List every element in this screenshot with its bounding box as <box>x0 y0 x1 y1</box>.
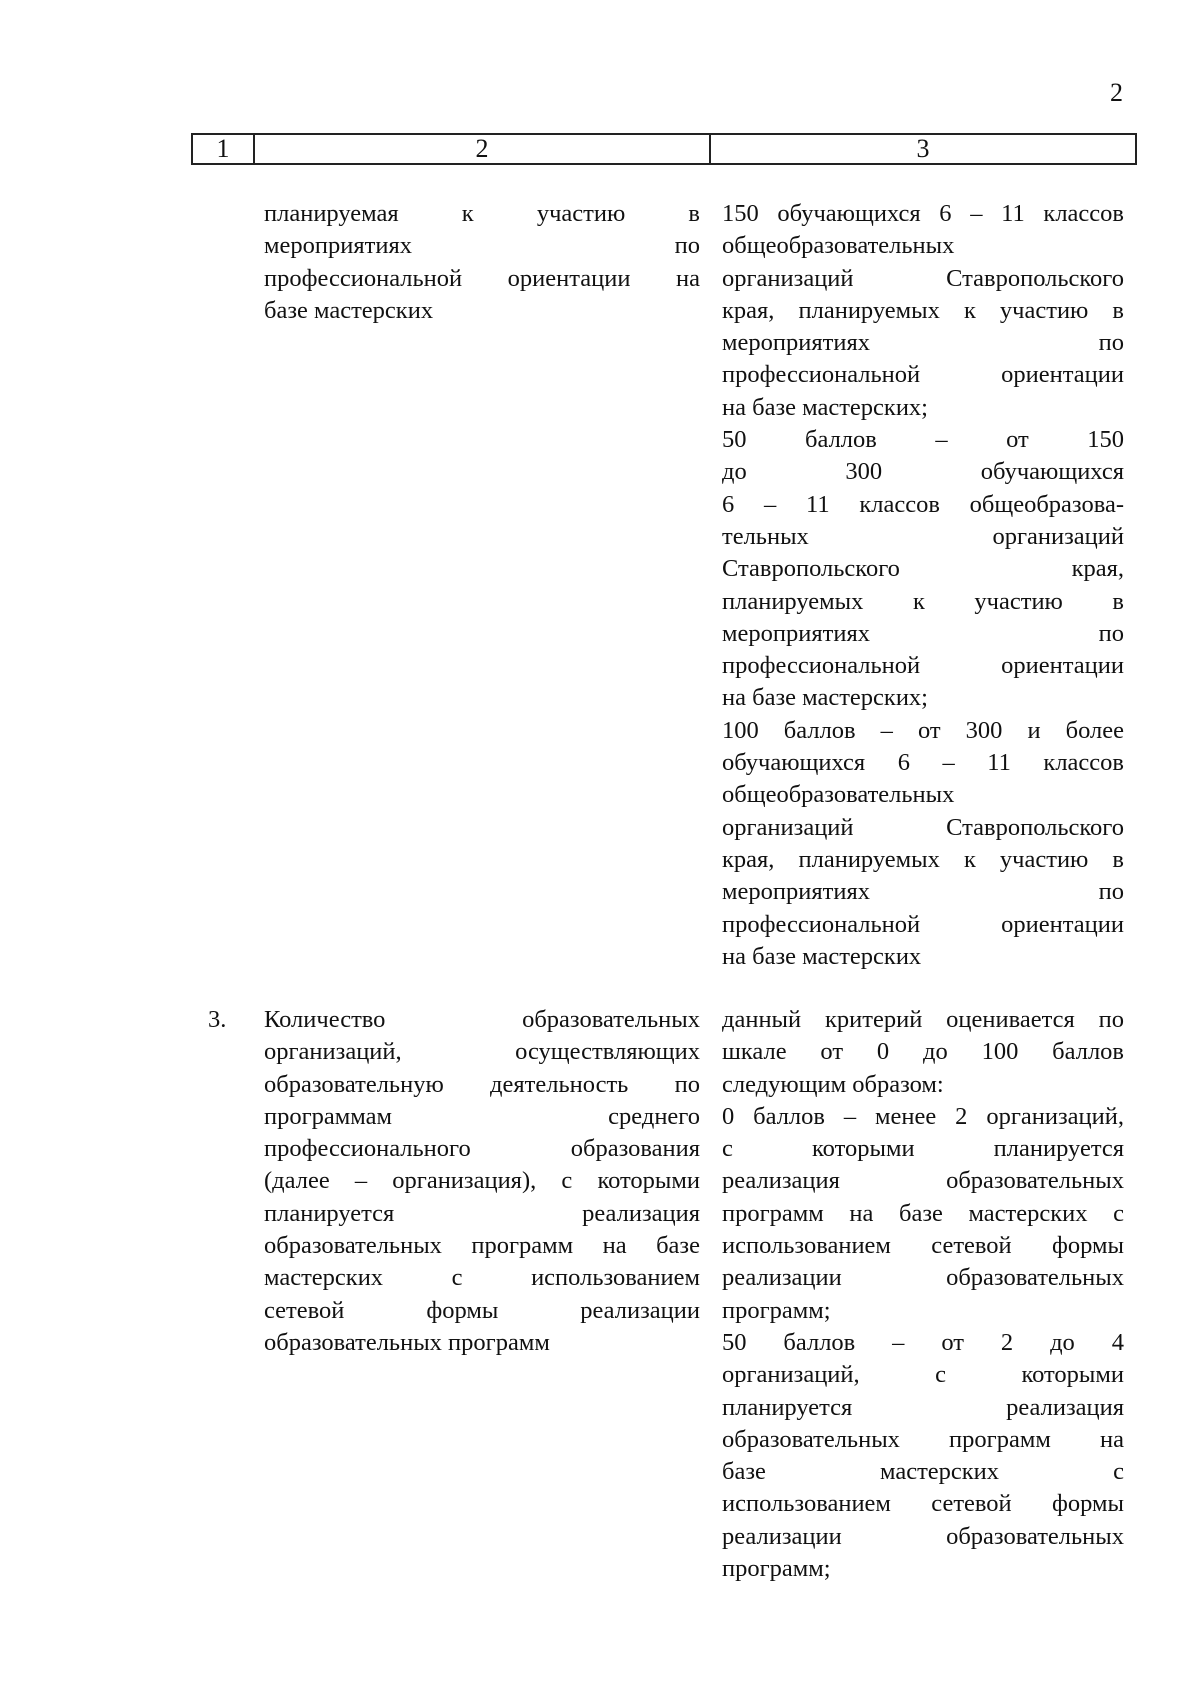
text-line: программам среднего <box>264 1102 700 1130</box>
header-cell-2: 2 <box>255 135 711 163</box>
text-line: программ на базе мастерских с <box>722 1199 1124 1227</box>
text-line: данный критерий оценивается по <box>722 1006 1124 1033</box>
row-3-number: 3. <box>208 1006 227 1033</box>
text-line: планируется реализация <box>722 1393 1124 1421</box>
text-line: 50 баллов – от 2 до 4 <box>722 1328 1124 1356</box>
text-line: сетевой формы реализации <box>264 1296 700 1324</box>
text-line: профессиональной ориентации <box>722 361 1124 389</box>
text-line: реализации образовательных <box>722 1264 1124 1292</box>
text-line: организаций Ставропольского <box>722 264 1124 292</box>
text-line: общеобразовательных <box>722 781 955 809</box>
row-3-criterion <box>264 1004 700 1359</box>
text-line: базе мастерских <box>264 296 434 324</box>
text-line: базе мастерских с <box>722 1458 1124 1486</box>
text-line: образовательных программ <box>264 1328 550 1356</box>
text-line: образовательную деятельность по <box>264 1070 700 1098</box>
text-line: мероприятиях по <box>722 878 1124 906</box>
text-line: организаций Ставропольского <box>722 813 1124 841</box>
header-cell-1: 1 <box>193 135 255 163</box>
text-line: шкале от 0 до 100 баллов <box>722 1038 1124 1066</box>
text-line: мероприятиях по <box>722 619 1124 647</box>
text-line: мастерских с использованием <box>264 1264 700 1292</box>
text-line: использованием сетевой формы <box>722 1232 1124 1260</box>
text-line: 100 баллов – от 300 и более <box>722 716 1124 744</box>
text-line: планируемая к участию в <box>264 200 700 227</box>
page-number: 2 <box>1110 78 1123 107</box>
text-line: 50 баллов – от 150 <box>722 426 1124 454</box>
text-line: реализации образовательных <box>722 1522 1124 1550</box>
text-line: на базе мастерских; <box>722 393 928 421</box>
text-line: Количество образовательных <box>264 1006 700 1033</box>
text-line: тельных организаций <box>722 522 1124 550</box>
text-line: планируется реализация <box>264 1199 700 1227</box>
text-line: образовательных программ на <box>722 1425 1124 1453</box>
header-cell-3: 3 <box>916 134 930 163</box>
text-line: использованием сетевой формы <box>722 1490 1124 1518</box>
text-line: планируемых к участию в <box>722 587 1124 615</box>
text-line: (далее – организация), с которыми <box>264 1167 700 1195</box>
text-line: мероприятиях по <box>722 329 1124 357</box>
text-line: профессиональной ориентации <box>722 652 1124 680</box>
text-line: 0 баллов – менее 2 организаций, <box>722 1102 1124 1130</box>
text-line: Ставропольского края, <box>722 555 1124 583</box>
table-header <box>191 133 1137 165</box>
text-line: профессионального образования <box>264 1135 700 1163</box>
text-line: реализация образовательных <box>722 1167 1124 1195</box>
text-line: 150 обучающихся 6 – 11 классов <box>722 200 1124 227</box>
text-line: обучающихся 6 – 11 классов <box>722 749 1124 777</box>
text-line: организаций, с которыми <box>722 1361 1124 1389</box>
text-line: края, планируемых к участию в <box>722 296 1124 324</box>
text-line: образовательных программ на базе <box>264 1232 700 1260</box>
text-line: организаций, осуществляющих <box>264 1038 700 1066</box>
text-line: общеобразовательных <box>722 232 955 260</box>
row-continued-scale <box>722 198 1124 973</box>
text-line: программ; <box>722 1296 831 1324</box>
text-line: мероприятиях по <box>264 232 700 260</box>
text-line: профессиональной ориентации <box>722 910 1124 938</box>
text-line: на базе мастерских <box>722 942 922 970</box>
text-line: следующим образом: <box>722 1070 944 1098</box>
text-line: 6 – 11 классов общеобразова- <box>722 490 1124 518</box>
text-line: программ; <box>722 1555 831 1583</box>
text-line: с которыми планируется <box>722 1135 1124 1163</box>
text-line: на базе мастерских; <box>722 684 928 712</box>
text-line: профессиональной ориентации на <box>264 264 700 292</box>
row-continued-criterion <box>264 198 700 327</box>
text-line: до 300 обучающихся <box>722 458 1124 486</box>
text-line: края, планируемых к участию в <box>722 845 1124 873</box>
row-3-scale <box>722 1004 1124 1585</box>
